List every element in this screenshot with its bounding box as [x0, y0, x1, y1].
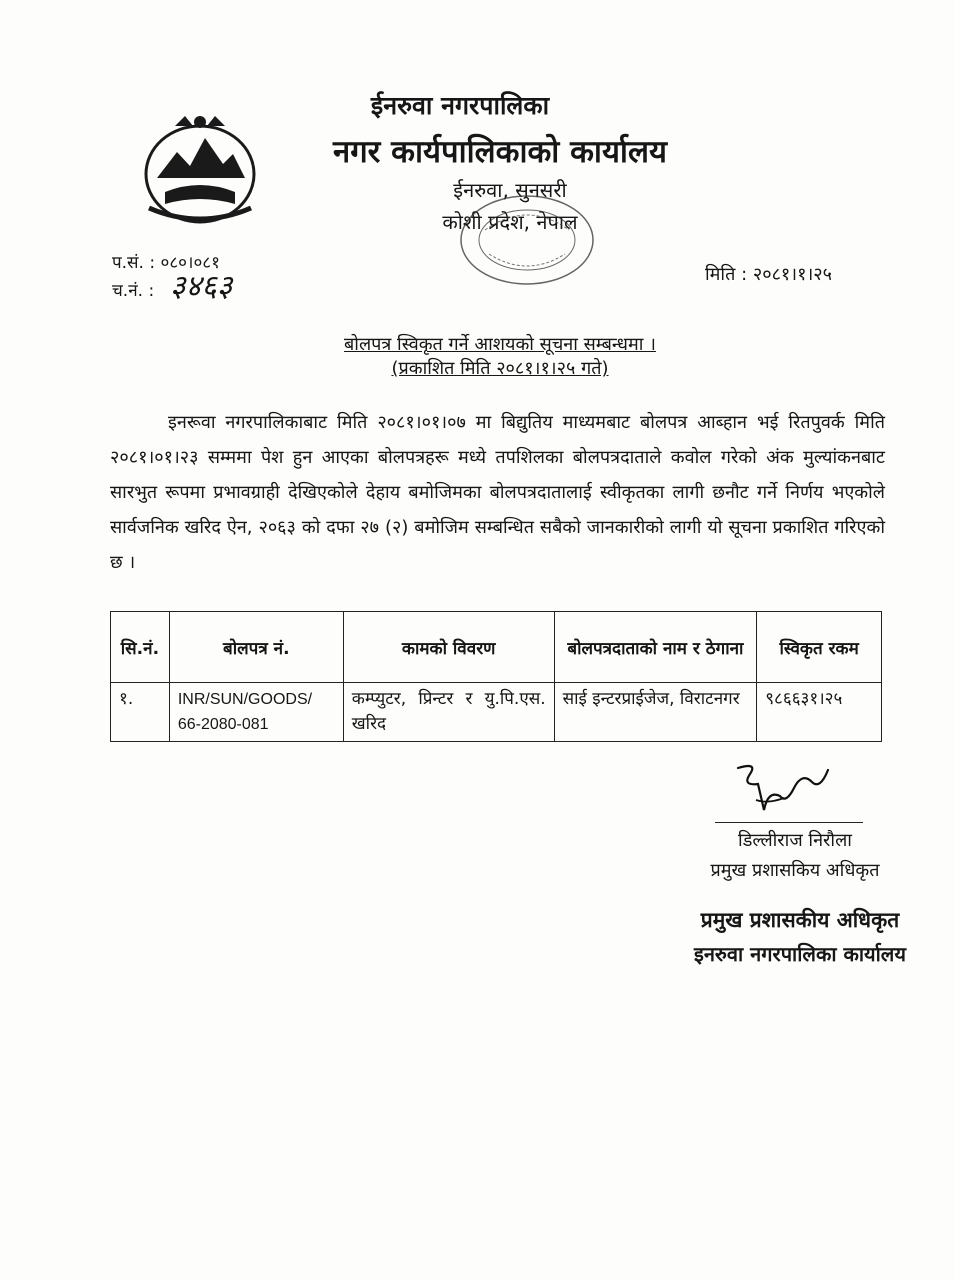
notice-subject: बोलपत्र स्विकृत गर्ने आशयको सूचना सम्बन्धमा । [344, 334, 656, 355]
cell-bid-number: INR/SUN/GOODS/ 66-2080-081 [169, 683, 343, 742]
header-work-description: कामको विवरण [343, 612, 554, 683]
signatory-name: डिल्लीराज निरौला [738, 830, 852, 851]
cell-approved-amount: ९८६६३१।२५ [757, 683, 882, 742]
header-approved-amount: स्विकृत रकम [757, 612, 882, 683]
office-name: नगर कार्यपालिकाको कार्यालय [333, 134, 667, 170]
notice-body: इनरूवा नगरपालिकाबाट मिति २०८१।०१।०७ मा बिद्युतिय माध्यमबाट बोलपत्र आब्हान भई रितपुवर्क मिति २०८१।०१।२३ सम्ममा पेश हुन आएका बोलपत्रहरू मध्ये तपशिलका बोलपत्रदाताले कवोल गरेको अंक मुल्यांकनबाट सारभुत रूपमा प्रभावग्राही देखिएकोले देहाय बमोजिमका बोलपत्रदातालाई स्वीकृतका लागी छनौट गर्ने निर्णय भएकोले सार्वजनिक खरिद ऐन, २०६३ को दफा २७ (२) बमोजिम सम्बन्धित सबैको जानकारीको लागी यो सूचना प्रकाशित गरिएको छ । [110, 412, 885, 573]
cell-bidder: साई इन्टरप्राईजेज, विराटनगर [554, 683, 757, 742]
stamp-title: प्रमुख प्रशासकीय अधिकृत [700, 908, 900, 932]
cn-value: ३४६३ [170, 269, 233, 304]
ps-label: प.सं. : [112, 253, 156, 273]
stamp-office: इनरुवा नगरपालिका कार्यालय [694, 942, 906, 966]
header-serial: सि.नं. [111, 612, 170, 683]
signature-line [715, 822, 863, 823]
bid-table [110, 611, 882, 742]
ps-value: ०८०।०८१ [160, 253, 220, 273]
reference-cn [112, 278, 154, 301]
cell-work-description: कम्प्युटर, प्रिन्टर र यु.पि.एस. खरिद [343, 683, 554, 742]
table-header-row [111, 612, 882, 683]
table-row [111, 683, 882, 742]
office-stamp-icon [455, 190, 600, 290]
office-location: ईनरुवा, सुनसरी [453, 178, 567, 202]
nepal-emblem-icon [135, 108, 265, 228]
municipality-name: ईनरुवा नगरपालिका [370, 91, 550, 120]
header-bidder: बोलपत्रदाताको नाम र ठेगाना [554, 612, 757, 683]
signature-icon [728, 760, 838, 820]
header-bid-number: बोलपत्र नं. [169, 612, 343, 683]
notice-date: मिति : २०८१।१।२५ [705, 264, 833, 285]
office-province: कोशी प्रदेश, नेपाल [442, 210, 578, 234]
published-date: (प्रकाशित मिति २०८१।१।२५ गते) [391, 358, 609, 379]
signatory-title: प्रमुख प्रशासकिय अधिकृत [710, 860, 880, 881]
cell-serial: १. [111, 683, 170, 742]
cn-label: च.नं. : [112, 281, 155, 301]
